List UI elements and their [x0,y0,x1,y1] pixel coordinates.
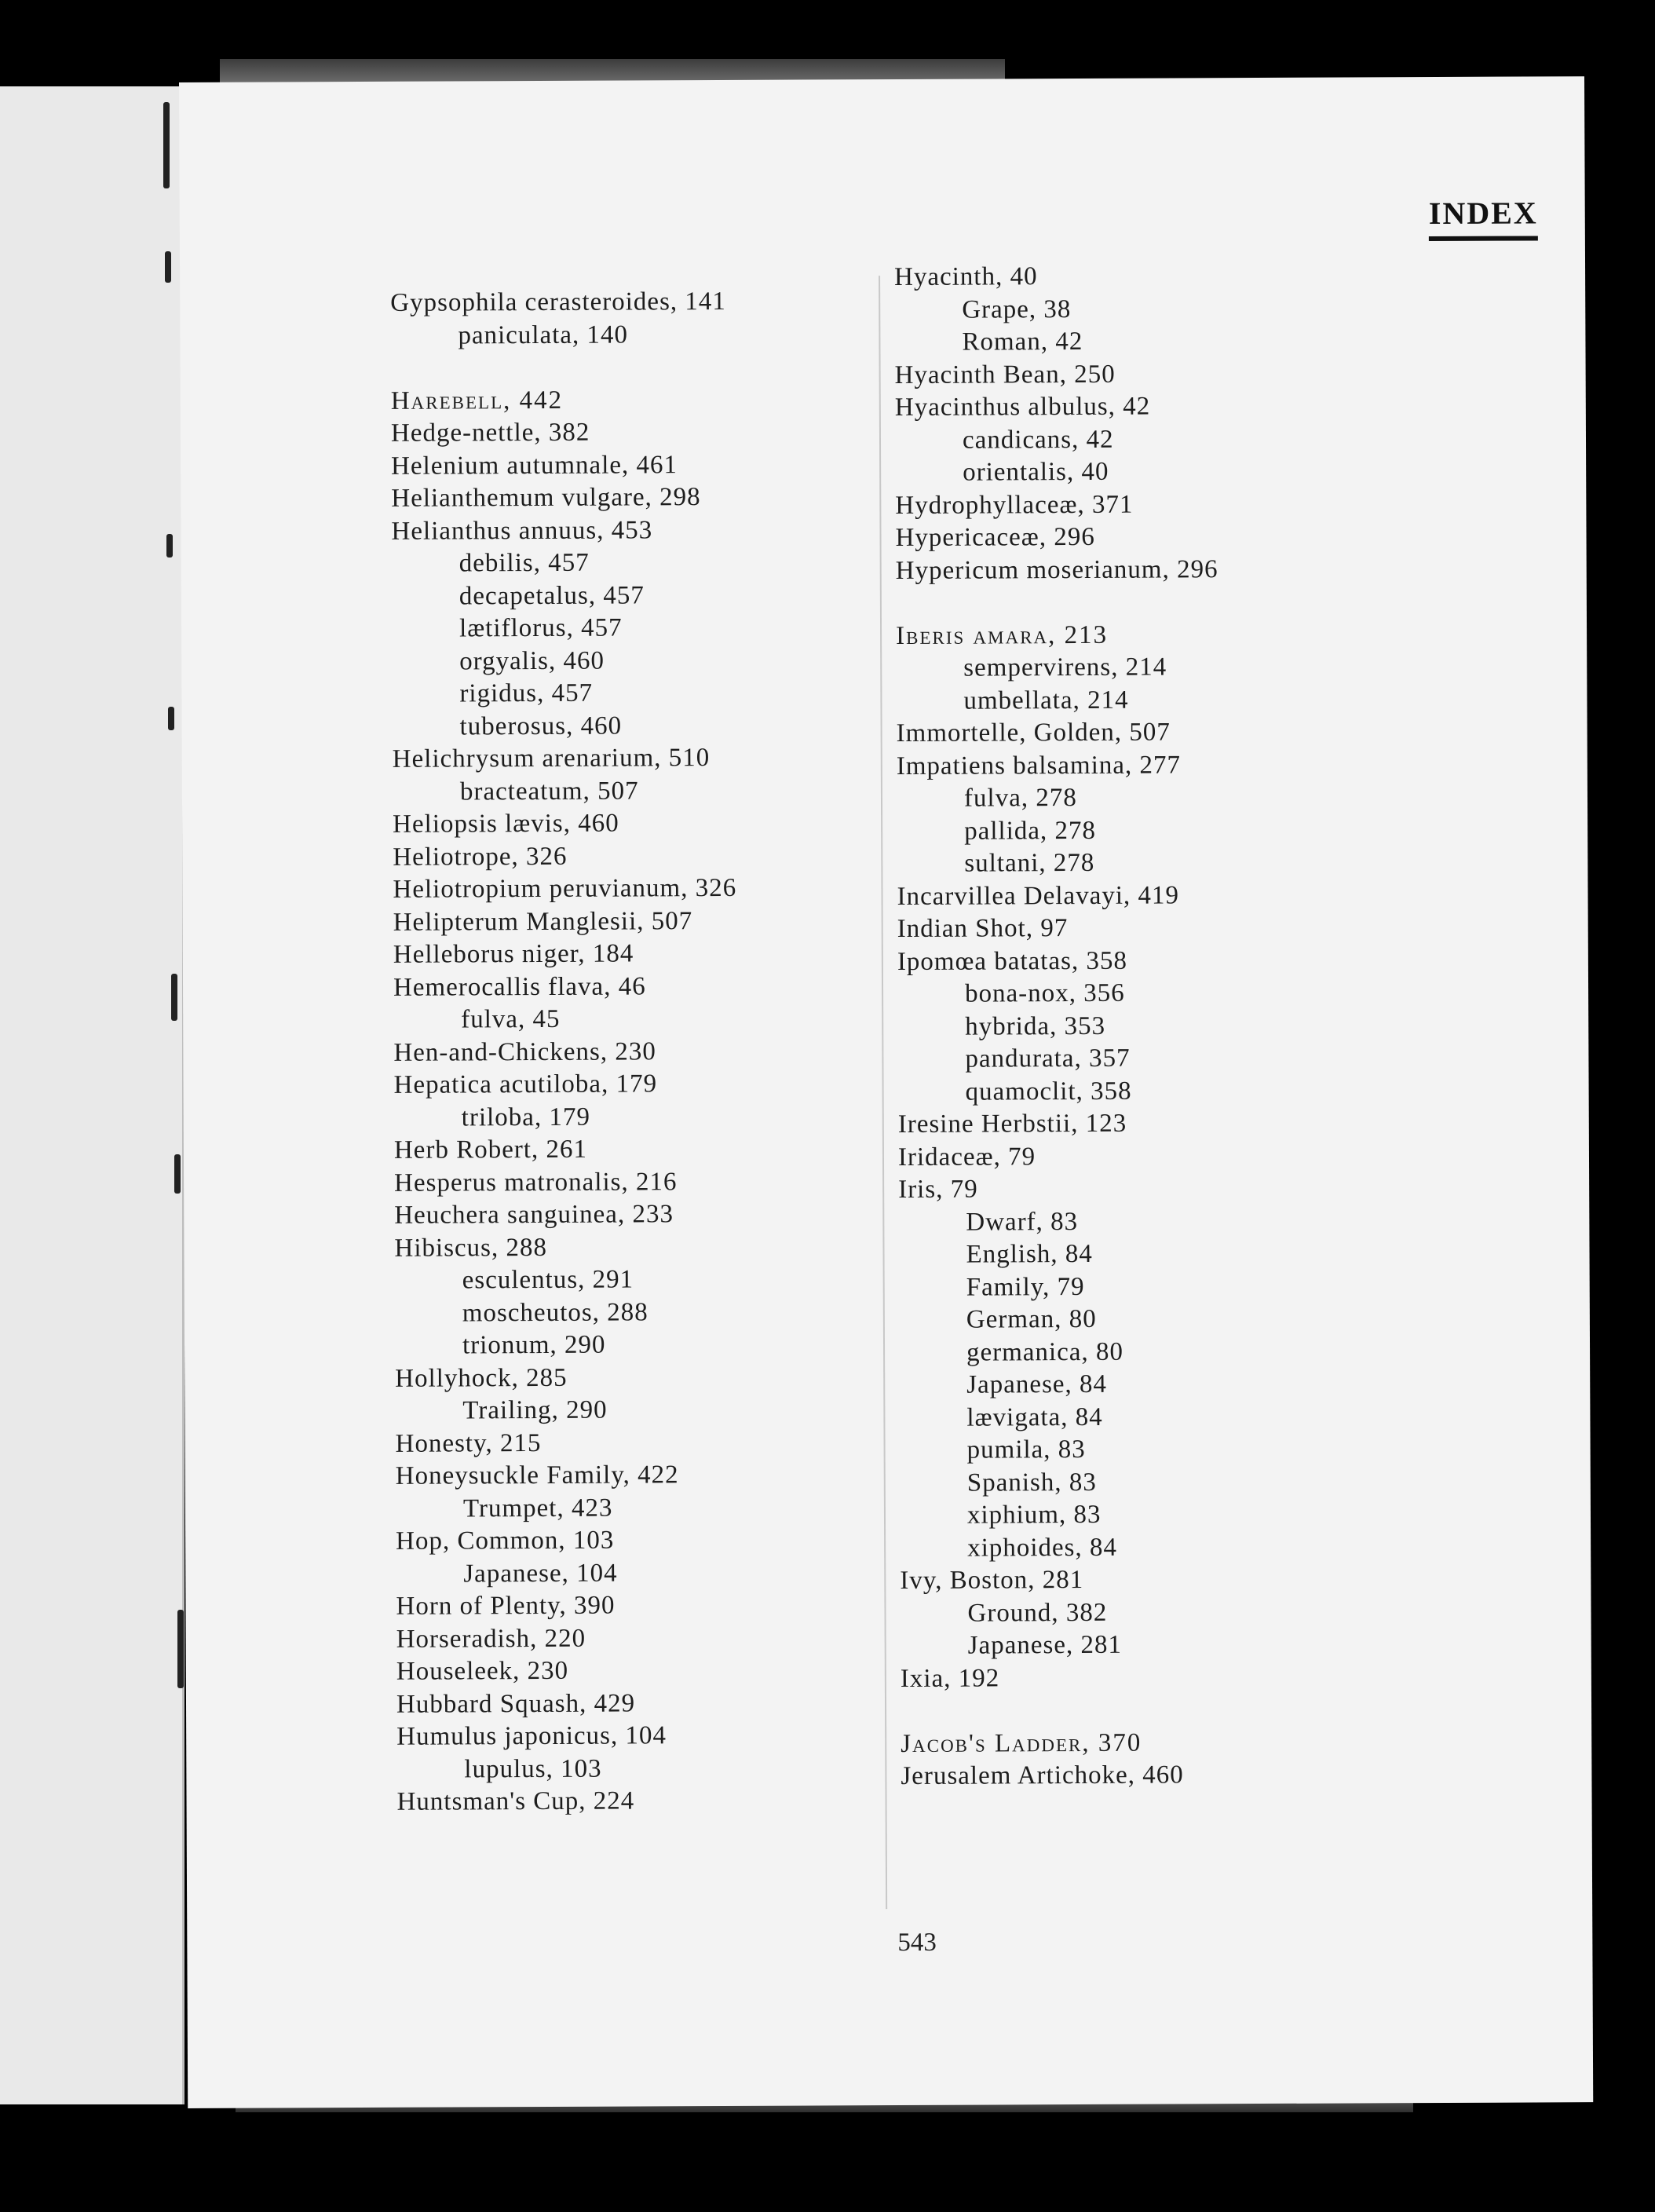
index-subentry: Dwarf, 83 [966,1207,1079,1237]
index-entry: Iresine Herbstii, 123 [897,1109,1127,1139]
index-subentry: Trailing, 290 [462,1395,608,1425]
index-subentry: lævigata, 84 [966,1402,1103,1432]
index-entry: Indian Shot, 97 [897,914,1069,944]
index-entry: Humulus japonicus, 104 [396,1721,667,1751]
index-entry: Harebell, 442 [390,386,564,415]
index-subentry: esculentus, 291 [462,1265,634,1295]
index-subentry: decapetalus, 457 [459,580,645,610]
index-entry: Hubbard Squash, 429 [396,1688,636,1719]
index-entry: Heliotrope, 326 [393,842,568,872]
index-entry: Iris, 79 [898,1175,978,1205]
index-entry: Hemerocallis flava, 46 [393,971,646,1002]
index-entry: Horseradish, 220 [396,1624,586,1654]
index-subentry: umbellata, 214 [963,686,1129,715]
index-entry: Hyacinth Bean, 250 [894,360,1116,389]
index-entry: Hesperus matronalis, 216 [394,1167,678,1197]
index-entry: Helianthemum vulgare, 298 [391,483,701,513]
page-number: 543 [897,1928,937,1958]
index-entry: Herb Robert, 261 [393,1135,588,1164]
index-entry: Helipterum Manglesii, 507 [393,906,693,937]
section-gap [896,586,1218,620]
index-entry: Heuchera sanguinea, 233 [394,1200,674,1230]
index-subentry: quamoclit, 358 [965,1077,1132,1106]
index-subentry: debilis, 457 [459,548,590,578]
index-column-left [390,286,740,1819]
index-subentry: xiphoides, 84 [967,1533,1118,1563]
section-gap [901,1694,1223,1728]
index-entry: Hypericaceæ, 296 [895,522,1095,553]
index-entry: Ipomœa batatas, 358 [897,946,1127,976]
binding-mark [168,707,174,730]
index-subentry: Japanese, 281 [967,1630,1123,1660]
index-entry: Heliopsis lævis, 460 [393,809,619,839]
index-subentry: English, 84 [966,1239,1093,1269]
index-subentry: moscheutos, 288 [462,1297,648,1327]
index-subentry: rigidus, 457 [459,678,594,708]
index-entry: Heliotropium peruvianum, 326 [393,873,737,904]
index-subentry: paniculata, 140 [458,320,629,349]
index-subentry: Ground, 382 [967,1598,1108,1628]
index-entry: Iberis amara, 213 [896,620,1109,650]
index-subentry: German, 80 [966,1304,1097,1334]
index-subentry: pallida, 278 [964,816,1097,846]
index-subentry: tuberosus, 460 [459,711,623,740]
index-subentry: pandurata, 357 [965,1044,1131,1073]
binding-mark [177,1610,184,1688]
index-subentry: orgyalis, 460 [459,646,605,675]
index-subentry: Family, 79 [966,1272,1085,1302]
running-header [1248,194,1538,242]
index-entry: Hollyhock, 285 [395,1363,568,1393]
index-subentry: Spanish, 83 [966,1468,1097,1497]
index-entry: Honeysuckle Family, 422 [395,1461,679,1490]
page-title: INDEX [1429,194,1538,241]
index-subentry: sultani, 278 [964,848,1095,878]
index-subentry: trionum, 290 [462,1330,606,1360]
index-entry: Honesty, 215 [395,1428,542,1458]
index-entry: Jerusalem Artichoke, 460 [901,1760,1184,1791]
index-entry: Houseleek, 230 [396,1656,569,1686]
index-subentry: lupulus, 103 [464,1754,602,1783]
index-entry: Hepatica acutiloba, 179 [393,1069,658,1099]
index-subentry: germanica, 80 [966,1337,1124,1367]
index-entry: Hedge-nettle, 382 [390,418,590,448]
index-entry: Iridaceæ, 79 [897,1142,1036,1172]
index-column-right [894,260,1223,1793]
index-subentry: fulva, 45 [461,1004,561,1034]
index-subentry: lætiflorus, 457 [459,613,623,643]
index-subentry: sempervirens, 214 [963,653,1167,682]
index-entry: Hyacinthus albulus, 42 [894,392,1151,422]
index-entry: Helenium autumnale, 461 [391,450,678,481]
binding-mark [163,102,170,188]
index-subentry: Japanese, 84 [966,1369,1108,1399]
index-entry: Hen-and-Chickens, 230 [393,1037,656,1067]
index-subentry: bona-nox, 356 [964,978,1125,1008]
index-entry: Impatiens balsamina, 277 [896,750,1182,781]
index-entry: Huntsman's Cup, 224 [396,1786,635,1816]
index-entry: Hop, Common, 103 [396,1526,615,1556]
index-entry: Horn of Plenty, 390 [396,1591,616,1621]
index-subentry: bracteatum, 507 [459,776,639,806]
section-gap [391,351,735,385]
index-subentry: pumila, 83 [966,1435,1086,1464]
index-entry: Helianthus annuus, 453 [391,515,653,546]
index-entry: Ixia, 192 [900,1663,1000,1693]
index-entry: Ivy, Boston, 281 [900,1565,1084,1596]
previous-page-edge [0,86,184,2104]
index-entry: Helichrysum arenarium, 510 [392,744,711,773]
index-entry: Jacob's Ladder, 370 [901,1728,1142,1758]
index-entry: Helleborus niger, 184 [393,939,634,969]
index-entry: Hibiscus, 288 [394,1233,548,1263]
index-subentry: Roman, 42 [962,327,1083,356]
index-subentry: hybrida, 353 [965,1011,1106,1041]
index-entry: Hyacinth, 40 [894,262,1038,292]
index-subentry: Grape, 38 [962,294,1072,324]
binding-mark [171,974,177,1021]
index-subentry: xiphium, 83 [966,1500,1102,1530]
index-subentry: candicans, 42 [962,425,1114,455]
index-entry: Gypsophila cerasteroides, 141 [390,287,726,317]
index-subentry: Japanese, 104 [463,1559,618,1588]
index-entry: Incarvillea Delavayi, 419 [897,880,1180,911]
index-entry: Hydrophyllaceæ, 371 [895,490,1134,520]
index-subentry: fulva, 278 [963,784,1077,813]
binding-mark [166,534,173,558]
index-entry: Hypericum moserianum, 296 [895,554,1218,585]
book-page [179,76,1593,2108]
index-subentry: triloba, 179 [461,1102,590,1132]
binding-mark [165,251,171,283]
index-entry: Immortelle, Golden, 507 [896,718,1171,748]
binding-mark [174,1154,181,1194]
index-subentry: Trumpet, 423 [462,1494,613,1523]
index-subentry: orientalis, 40 [963,457,1109,487]
column-divider [879,276,887,1909]
